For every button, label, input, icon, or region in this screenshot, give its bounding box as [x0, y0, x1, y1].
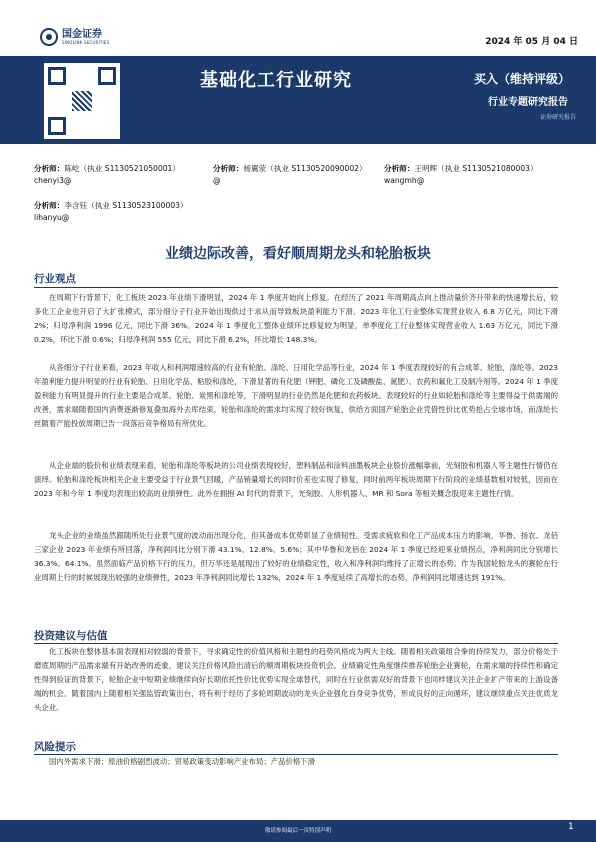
paragraph: 龙头企业的业绩虽然跟随所处行业景气度的波动而出现分化，但其备成本优势彰显了业绩韧性。受需求疲软和化工产品成本压力的影响，华鲁、扬农、龙佰三家企业 2023 年业绩有所回落，净利润同比分别下滑 43.1%、12.8%、5.6%；其中华鲁和龙佰在 2024 年 1 季度已经迎来业绩拐点，净利润同比分别增长 36.3%、64.1%。虽然面临产品价格下行的压力，但万华还是展现出了较好的业绩稳定性，收入和净利润均维持了正增长的态势。作为我国轮胎龙头的赛轮在行业周期上行的时候展现出较强的业绩弹性，2023 年净利润同比增长 132%，2024 年 1 季度延续了高增长的态势，净利润同比增速达到 191%。	[34, 531, 558, 582]
paragraph: 从各细分子行业来看，2023 年收入和利润增速较高的行业有轮胎、涤纶、日用化学品等行业，2024 年 1 季度表现较好的有合成革、轮胎、涤纶等。2023 年盈利能力提升明显的行业有轮胎、日用化学品、粘胶和涤纶，下滑显著的有化肥（钾肥、磷化工及磷酸盐、氮肥）、农药和氟化工及制冷剂等。2024 年 1 季度盈利能力有明显提升的行业主要是合成革、轮胎、炭黑和涤纶等，下滑明显的行业仍然是化肥和农药板块。表现较好的行业如轮胎和涤纶等主要得益于供需端的改善，需求端随着国内消费逐渐修复叠加海外去库结束，轮胎和涤纶的需求均实现了较好恢复，供给方面国产轮胎企业凭借性价比优势抢占全球市场，而涤纶长丝随着产能投放周期已告一段落后竞争格局有所优化。	[34, 363, 558, 428]
analyst-2	[213, 163, 367, 187]
section-title-investment: 投资建议与估值	[34, 630, 108, 642]
analyst-name: 王明辉（执业 S1130521080003）	[414, 164, 538, 173]
report-date: 2024 年 05 月 04 日	[485, 37, 578, 47]
analyst-name: 杨翼荥（执业 S1130520090002）	[243, 164, 367, 173]
analyst-4	[34, 200, 188, 224]
analyst-name: 陈屹（执业 S1130521050001）	[64, 164, 180, 173]
section-divider	[34, 643, 558, 644]
analyst-label: 分析师：	[34, 164, 65, 173]
brand-name-cn: 国金证券	[62, 28, 102, 40]
paragraph: 从企业端的股价和业绩表现来看，轮胎和涤纶等板块的公司业绩表现较好，塑料制品和涂料油墨板块企业股价涨幅靠前，光刻胶和机器人等主题性行情仍在演绎。轮胎和涤纶板块相关企业主要受益于行业景气回暖，产品销量增长的同时价差也实现了修复，同时前两年板块周期下行阶段的业绩基数相对较低，因而在 2023 年和今年 1 季度均表现出较高的业绩弹性。此外在拥抱 AI 时代的背景下，光刻胶、人形机器人、MR 和 Sora 等相关概念股迎来主题性行情。	[34, 461, 558, 498]
analyst-3	[384, 163, 538, 187]
analyst-label: 分析师：	[34, 201, 65, 210]
paragraph: 化工板块在整体基本面表现相对较弱的背景下，寻求确定性的价值风格和主题性的趋势风格成为两大主线。随着相关政策组合拳的持续发力，部分价格处于磨底周期的产品需求端有开始改善的迹象，建议关注价格风险出清后的顺周期板块投资机会。业绩确定性角度继续推荐轮胎企业赛轮，在需求端的持续性和确定性得到验证的背景下，轮胎企业中短期业绩继续向好长期依托性价比优势实现全球替代，同时在行业供需双好的背景下也同样建议关注企业扩产带来的上游设备端的机会。随着国内上随着相关强监管政策出台，将有利于经历了多轮周期波动的龙头企业强化自身竞争优势，形成良好的正向循环，建议继续重点关注优质龙头企业。	[34, 647, 558, 712]
analyst-label: 分析师：	[213, 164, 244, 173]
report-title: 基础化工行业研究	[200, 70, 352, 91]
report-type: 行业专题研究报告	[488, 97, 568, 108]
brand-name-en: SINOLINK SECURITIES	[62, 39, 110, 45]
analyst-email[interactable]: chenyi3@	[34, 176, 72, 185]
rating-badge: 买入（维持评级）	[474, 72, 571, 86]
report-subtitle: 证券研究报告	[540, 114, 577, 121]
section-divider	[34, 287, 558, 288]
brand-logo	[40, 28, 109, 46]
section-title-risk: 风险提示	[34, 741, 76, 753]
paragraph: 国内外需求下滑；原油价格剧烈波动；贸易政策变动影响产业布局；产品价格下滑	[49, 757, 316, 766]
analyst-1	[34, 163, 180, 187]
sinolink-logo-icon	[40, 28, 58, 46]
footer-disclaimer[interactable]: 敬请参阅最后一页特别声明	[264, 828, 331, 834]
paragraph: 在周期下行背景下，化工板块 2023 年业绩下滑明显，2024 年 1 季度开始向上修复。在经历了 2021 年周期高点向上推动量价齐升带来的快速增长后，较多化工企业也开启了大扩张模式，部分细分子行业开始出现供过于求从而导致板块盈利能力下滑。2023 年化工行业整体实现营业收入 6.8 万亿元，同比下滑 2%；归母净利润 1996 亿元，同比下滑 36%。2024 年 1 季度化工整体业绩环比修复较为明显，单季度化工行业整体实现营业收入 1.63 万亿元，同比下滑 0.2%，环比下滑 0.6%；归母净利润 555 亿元，同比下滑 6.2%，环比增长 148.3%。	[34, 293, 558, 344]
section-title-industry-view: 行业观点	[34, 273, 76, 285]
page-number: 1	[568, 822, 574, 832]
qr-code-icon	[44, 63, 120, 139]
analyst-email[interactable]: lihanyu@	[34, 213, 70, 222]
report-headline: 业绩边际改善，看好顺周期龙头和轮胎板块	[165, 246, 431, 262]
analyst-email[interactable]: wangmh@	[384, 176, 425, 185]
analyst-name: 李含钰（执业 S1130523100003）	[64, 201, 188, 210]
analyst-label: 分析师：	[384, 164, 415, 173]
analyst-email[interactable]: @	[213, 176, 221, 185]
